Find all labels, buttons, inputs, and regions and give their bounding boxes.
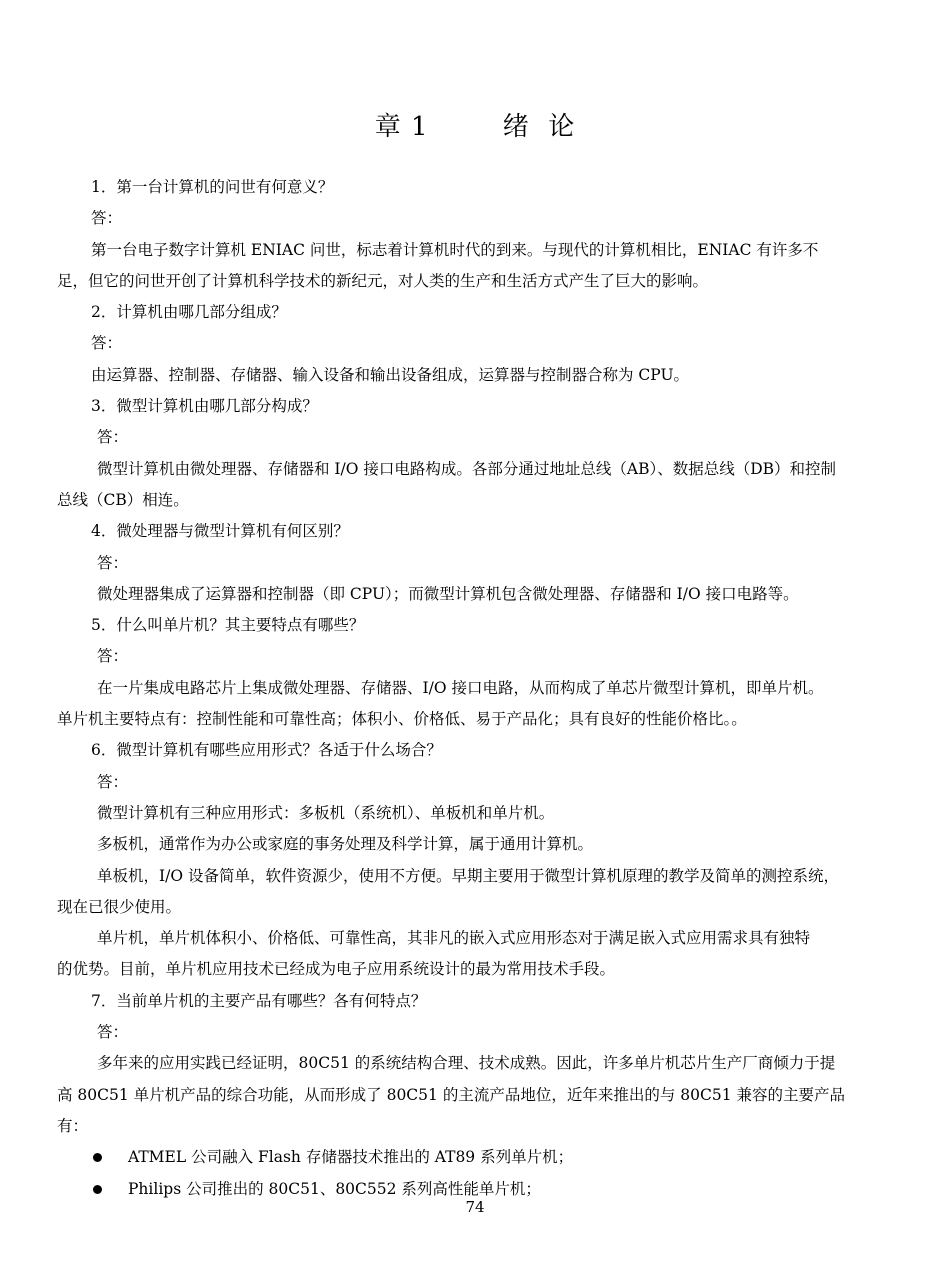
answer-text: 高 80C51 单片机产品的综合功能，从而形成了 80C51 的主流产品地位，近年来推出的与 80C51 兼容的主要产品 xyxy=(57,1085,845,1104)
answer-label: 答： xyxy=(91,334,123,353)
answer-text: 微型计算机由微处理器、存储器和 I/O 接口电路构成。各部分通过地址总线（AB）、数据总线（DB）和控制 xyxy=(97,459,837,478)
answer-text: 单片机，单片机体积小、价格低、可靠性高，其非凡的嵌入式应用形态对于满足嵌入式应用需求具有独特 xyxy=(97,929,811,948)
answer-text: 在一片集成电路芯片上集成微处理器、存储器、I/O 接口电路，从而构成了单芯片微型计算机，即单片机。 xyxy=(97,678,824,697)
answer-text: 总线（CB）相连。 xyxy=(57,490,189,509)
document-body xyxy=(57,172,899,1205)
answer-text: 的优势。目前，单片机应用技术已经成为电子应用系统设计的最为常用技术手段。 xyxy=(57,960,616,979)
answer-label: 答： xyxy=(97,647,129,666)
question-3: 3．微型计算机由哪几部分构成？ xyxy=(91,397,318,416)
answer-label: 答： xyxy=(97,772,129,791)
bullet-item xyxy=(57,1142,899,1173)
answer-label: 答： xyxy=(91,209,123,228)
answer-text: 现在已很少使用。 xyxy=(57,897,182,916)
answer-label: 答： xyxy=(97,1023,129,1042)
answer-text: 多年来的应用实践已经证明，80C51 的系统结构合理、技术成熟。因此，许多单片机芯片生产厂商倾力于提 xyxy=(97,1054,836,1073)
answer-text: 微处理器集成了运算器和控制器（即 CPU）；而微型计算机包含微处理器、存储器和 I/O 接口电路等。 xyxy=(97,584,799,603)
question-4: 4．微处理器与微型计算机有何区别？ xyxy=(91,522,349,541)
bullet-icon xyxy=(93,1185,102,1194)
answer-text: 由运算器、控制器、存储器、输入设备和输出设备组成，运算器与控制器合称为 CPU。 xyxy=(91,365,690,384)
answer-text: 多板机，通常作为办公或家庭的事务处理及科学计算，属于通用计算机。 xyxy=(97,835,594,854)
answer-text: 有： xyxy=(57,1116,89,1135)
question-6: 6．微型计算机有哪些应用形式？各适于什么场合？ xyxy=(91,741,442,760)
answer-text: 单板机，I/O 设备简单，软件资源少，使用不方便。早期主要用于微型计算机原理的教学及简单的测控系统， xyxy=(97,866,839,885)
answer-text: 第一台电子数字计算机 ENIAC 问世，标志着计算机时代的到来。与现代的计算机相比，ENIAC 有许多不 xyxy=(91,240,819,259)
question-2: 2．计算机由哪几部分组成？ xyxy=(91,303,287,322)
page-number: 74 xyxy=(465,1198,485,1216)
question-7: 7．当前单片机的主要产品有哪些？各有何特点？ xyxy=(91,991,427,1010)
bullet-text: ATMEL 公司融入 Flash 存储器技术推出的 AT89 系列单片机； xyxy=(128,1148,574,1167)
question-1: 1．第一台计算机的问世有何意义？ xyxy=(91,178,334,196)
answer-label: 答： xyxy=(97,553,129,572)
question-5: 5．什么叫单片机？其主要特点有哪些？ xyxy=(91,616,365,635)
answer-text: 足，但它的问世开创了计算机科学技术的新纪元，对人类的生产和生活方式产生了巨大的影响。 xyxy=(57,271,709,290)
chapter-title: 章 1 绪 论 xyxy=(374,112,576,142)
answer-label: 答： xyxy=(97,428,129,447)
answer-text: 微型计算机有三种应用形式：多板机（系统机）、单板机和单片机。 xyxy=(97,803,555,822)
bullet-icon xyxy=(93,1153,102,1162)
bullet-text: Philips 公司推出的 80C51、80C552 系列高性能单片机； xyxy=(128,1179,541,1198)
answer-text: 单片机主要特点有：控制性能和可靠性高；体积小、价格低、易于产品化；具有良好的性能价格比。。 xyxy=(57,710,747,729)
